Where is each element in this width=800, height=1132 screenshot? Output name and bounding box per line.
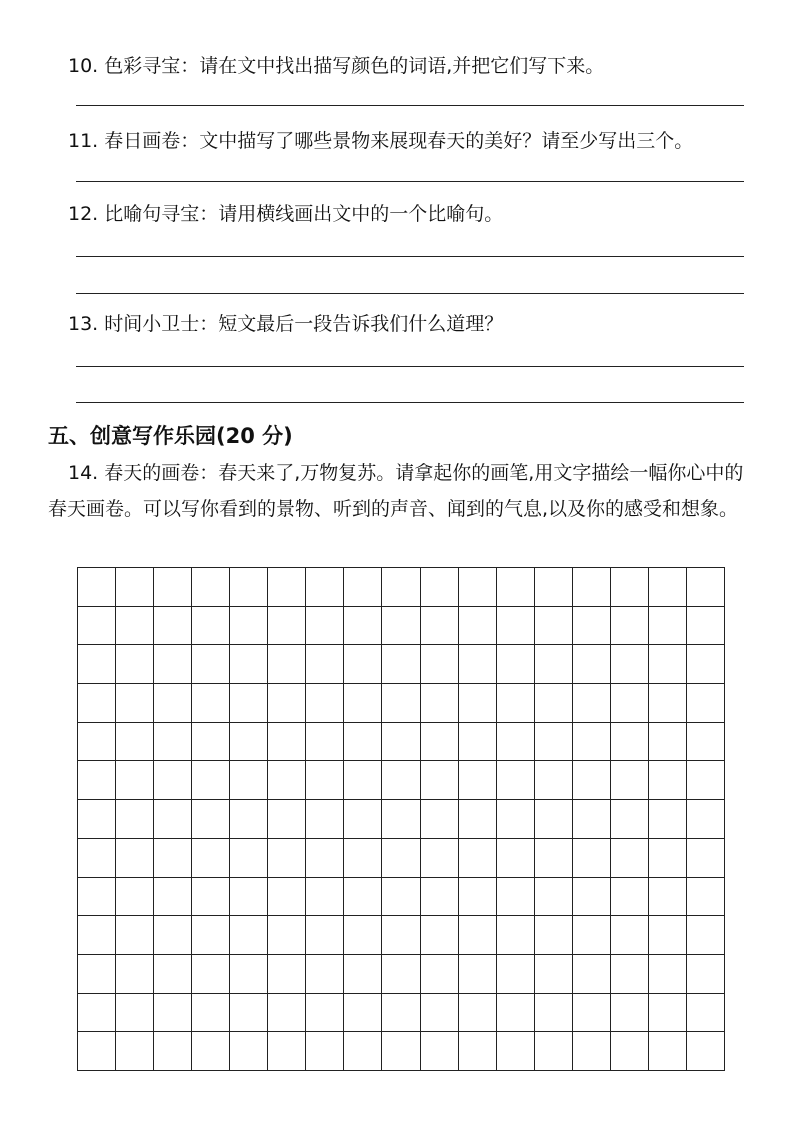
grid-cell[interactable] (421, 645, 459, 684)
grid-cell[interactable] (116, 800, 154, 839)
grid-cell[interactable] (611, 800, 649, 839)
grid-cell[interactable] (687, 800, 725, 839)
grid-cell[interactable] (459, 878, 497, 917)
answer-line[interactable] (76, 402, 744, 403)
grid-cell[interactable] (611, 645, 649, 684)
grid-cell[interactable] (573, 1032, 611, 1071)
grid-cell[interactable] (459, 1032, 497, 1071)
grid-cell[interactable] (687, 723, 725, 762)
grid-cell[interactable] (154, 839, 192, 878)
grid-cell[interactable] (268, 916, 306, 955)
grid-cell[interactable] (230, 761, 268, 800)
grid-cell[interactable] (192, 684, 230, 723)
grid-cell[interactable] (573, 800, 611, 839)
grid-cell[interactable] (611, 994, 649, 1033)
grid-cell[interactable] (306, 800, 344, 839)
grid-cell[interactable] (268, 684, 306, 723)
grid-cell[interactable] (344, 568, 382, 607)
grid-cell[interactable] (573, 607, 611, 646)
grid-cell[interactable] (230, 878, 268, 917)
grid-cell[interactable] (611, 761, 649, 800)
grid-cell[interactable] (459, 916, 497, 955)
grid-cell[interactable] (192, 723, 230, 762)
answer-line[interactable] (76, 366, 744, 367)
grid-cell[interactable] (687, 1032, 725, 1071)
answer-line[interactable] (76, 105, 744, 106)
grid-cell[interactable] (78, 568, 116, 607)
grid-cell[interactable] (497, 568, 535, 607)
grid-cell[interactable] (611, 568, 649, 607)
grid-cell[interactable] (154, 684, 192, 723)
grid-cell[interactable] (611, 839, 649, 878)
grid-cell[interactable] (459, 645, 497, 684)
grid-cell[interactable] (344, 800, 382, 839)
grid-cell[interactable] (268, 645, 306, 684)
grid-cell[interactable] (649, 645, 687, 684)
grid-cell[interactable] (421, 839, 459, 878)
grid-cell[interactable] (497, 800, 535, 839)
grid-cell[interactable] (421, 723, 459, 762)
grid-cell[interactable] (573, 761, 611, 800)
grid-cell[interactable] (192, 878, 230, 917)
grid-cell[interactable] (192, 1032, 230, 1071)
grid-cell[interactable] (649, 800, 687, 839)
grid-cell[interactable] (421, 607, 459, 646)
grid-cell[interactable] (154, 878, 192, 917)
grid-cell[interactable] (192, 761, 230, 800)
answer-line[interactable] (76, 181, 744, 182)
question-10: 10. 色彩寻宝：请在文中找出描写颜色的词语,并把它们写下来。 (68, 55, 605, 77)
grid-cell[interactable] (573, 878, 611, 917)
grid-cell[interactable] (116, 645, 154, 684)
grid-cell[interactable] (230, 839, 268, 878)
grid-cell[interactable] (344, 723, 382, 762)
grid-cell[interactable] (78, 607, 116, 646)
grid-cell[interactable] (344, 994, 382, 1033)
grid-cell[interactable] (154, 1032, 192, 1071)
answer-line[interactable] (76, 256, 744, 257)
grid-cell[interactable] (687, 955, 725, 994)
grid-cell[interactable] (497, 761, 535, 800)
grid-cell[interactable] (687, 916, 725, 955)
grid-cell[interactable] (344, 607, 382, 646)
grid-cell[interactable] (573, 568, 611, 607)
grid-cell[interactable] (78, 800, 116, 839)
grid-cell[interactable] (154, 955, 192, 994)
question-12: 12. 比喻句寻宝：请用横线画出文中的一个比喻句。 (68, 203, 504, 225)
grid-cell[interactable] (78, 916, 116, 955)
grid-cell[interactable] (573, 839, 611, 878)
grid-cell[interactable] (192, 839, 230, 878)
grid-cell[interactable] (306, 684, 344, 723)
grid-cell[interactable] (78, 955, 116, 994)
grid-cell[interactable] (649, 761, 687, 800)
grid-cell[interactable] (535, 761, 573, 800)
grid-cell[interactable] (306, 723, 344, 762)
grid-cell[interactable] (687, 568, 725, 607)
grid-cell[interactable] (382, 684, 420, 723)
grid-cell[interactable] (421, 568, 459, 607)
grid-cell[interactable] (192, 955, 230, 994)
grid-cell[interactable] (78, 645, 116, 684)
grid-cell[interactable] (459, 607, 497, 646)
grid-cell[interactable] (268, 568, 306, 607)
grid-cell[interactable] (459, 994, 497, 1033)
grid-cell[interactable] (535, 568, 573, 607)
grid-cell[interactable] (116, 761, 154, 800)
grid-cell[interactable] (268, 994, 306, 1033)
grid-cell[interactable] (649, 568, 687, 607)
grid-cell[interactable] (230, 800, 268, 839)
grid-cell[interactable] (382, 839, 420, 878)
grid-cell[interactable] (497, 645, 535, 684)
grid-cell[interactable] (611, 955, 649, 994)
grid-cell[interactable] (649, 955, 687, 994)
grid-cell[interactable] (535, 684, 573, 723)
grid-cell[interactable] (268, 607, 306, 646)
grid-cell[interactable] (344, 761, 382, 800)
grid-cell[interactable] (497, 878, 535, 917)
grid-cell[interactable] (535, 839, 573, 878)
grid-cell[interactable] (306, 1032, 344, 1071)
grid-cell[interactable] (116, 607, 154, 646)
grid-cell[interactable] (306, 761, 344, 800)
grid-cell[interactable] (382, 1032, 420, 1071)
grid-cell[interactable] (382, 878, 420, 917)
grid-cell[interactable] (459, 839, 497, 878)
grid-cell[interactable] (535, 1032, 573, 1071)
grid-cell[interactable] (192, 994, 230, 1033)
grid-cell[interactable] (421, 916, 459, 955)
grid-cell[interactable] (649, 1032, 687, 1071)
grid-cell[interactable] (306, 839, 344, 878)
grid-cell[interactable] (306, 994, 344, 1033)
grid-cell[interactable] (78, 994, 116, 1033)
grid-cell[interactable] (230, 568, 268, 607)
grid-cell[interactable] (573, 723, 611, 762)
grid-cell[interactable] (154, 568, 192, 607)
grid-cell[interactable] (497, 1032, 535, 1071)
grid-cell[interactable] (78, 761, 116, 800)
grid-cell[interactable] (78, 723, 116, 762)
grid-cell[interactable] (687, 878, 725, 917)
grid-cell[interactable] (535, 916, 573, 955)
grid-cell[interactable] (78, 839, 116, 878)
grid-cell[interactable] (230, 916, 268, 955)
grid-cell[interactable] (459, 723, 497, 762)
grid-cell[interactable] (344, 878, 382, 917)
grid-cell[interactable] (497, 839, 535, 878)
grid-cell[interactable] (497, 994, 535, 1033)
grid-cell[interactable] (497, 607, 535, 646)
grid-cell[interactable] (192, 916, 230, 955)
grid-cell[interactable] (192, 800, 230, 839)
grid-cell[interactable] (306, 645, 344, 684)
grid-cell[interactable] (154, 645, 192, 684)
grid-cell[interactable] (230, 955, 268, 994)
grid-cell[interactable] (382, 800, 420, 839)
grid-cell[interactable] (382, 607, 420, 646)
grid-cell[interactable] (116, 1032, 154, 1071)
grid-cell[interactable] (535, 645, 573, 684)
grid-cell[interactable] (535, 800, 573, 839)
grid-cell[interactable] (687, 761, 725, 800)
grid-cell[interactable] (116, 839, 154, 878)
grid-cell[interactable] (649, 994, 687, 1033)
grid-cell[interactable] (421, 955, 459, 994)
grid-cell[interactable] (230, 723, 268, 762)
grid-cell[interactable] (611, 878, 649, 917)
grid-cell[interactable] (649, 607, 687, 646)
grid-cell[interactable] (306, 607, 344, 646)
grid-cell[interactable] (268, 1032, 306, 1071)
grid-cell[interactable] (382, 761, 420, 800)
grid-cell[interactable] (306, 916, 344, 955)
grid-cell[interactable] (611, 916, 649, 955)
grid-cell[interactable] (116, 568, 154, 607)
grid-cell[interactable] (421, 761, 459, 800)
grid-cell[interactable] (116, 684, 154, 723)
grid-cell[interactable] (344, 684, 382, 723)
grid-cell[interactable] (459, 568, 497, 607)
grid-cell[interactable] (611, 1032, 649, 1071)
grid-cell[interactable] (649, 839, 687, 878)
writing-grid[interactable] (77, 567, 725, 1071)
grid-cell[interactable] (459, 800, 497, 839)
grid-cell[interactable] (116, 994, 154, 1033)
grid-cell[interactable] (230, 1032, 268, 1071)
grid-cell[interactable] (192, 607, 230, 646)
grid-cell[interactable] (535, 878, 573, 917)
grid-cell[interactable] (344, 839, 382, 878)
grid-cell[interactable] (192, 645, 230, 684)
grid-cell[interactable] (192, 568, 230, 607)
section-title: 五、创意写作乐园(20 分) (48, 424, 293, 448)
grid-cell[interactable] (535, 723, 573, 762)
grid-cell[interactable] (573, 916, 611, 955)
grid-cell[interactable] (459, 761, 497, 800)
grid-cell[interactable] (344, 1032, 382, 1071)
grid-cell[interactable] (459, 955, 497, 994)
grid-cell[interactable] (687, 607, 725, 646)
grid-cell[interactable] (573, 684, 611, 723)
grid-cell[interactable] (497, 723, 535, 762)
grid-cell[interactable] (116, 723, 154, 762)
grid-cell[interactable] (306, 568, 344, 607)
grid-cell[interactable] (382, 916, 420, 955)
grid-cell[interactable] (649, 916, 687, 955)
grid-cell[interactable] (382, 955, 420, 994)
grid-cell[interactable] (306, 878, 344, 917)
grid-cell[interactable] (268, 878, 306, 917)
grid-cell[interactable] (497, 684, 535, 723)
grid-cell[interactable] (649, 878, 687, 917)
grid-cell[interactable] (268, 955, 306, 994)
grid-cell[interactable] (421, 1032, 459, 1071)
grid-cell[interactable] (649, 723, 687, 762)
grid-cell[interactable] (611, 723, 649, 762)
grid-cell[interactable] (268, 839, 306, 878)
grid-cell[interactable] (230, 994, 268, 1033)
grid-cell[interactable] (573, 955, 611, 994)
grid-cell[interactable] (230, 607, 268, 646)
grid-cell[interactable] (535, 994, 573, 1033)
grid-cell[interactable] (154, 994, 192, 1033)
grid-cell[interactable] (268, 800, 306, 839)
grid-cell[interactable] (78, 1032, 116, 1071)
answer-line[interactable] (76, 293, 744, 294)
grid-cell[interactable] (535, 607, 573, 646)
grid-cell[interactable] (421, 878, 459, 917)
grid-cell[interactable] (230, 645, 268, 684)
grid-cell[interactable] (116, 916, 154, 955)
grid-cell[interactable] (687, 684, 725, 723)
grid-cell[interactable] (306, 955, 344, 994)
grid-cell[interactable] (382, 568, 420, 607)
grid-cell[interactable] (421, 994, 459, 1033)
grid-cell[interactable] (382, 994, 420, 1033)
question-11: 11. 春日画卷：文中描写了哪些景物来展现春天的美好？请至少写出三个。 (68, 130, 694, 152)
grid-cell[interactable] (459, 684, 497, 723)
grid-cell[interactable] (116, 955, 154, 994)
grid-cell[interactable] (687, 839, 725, 878)
grid-cell[interactable] (382, 645, 420, 684)
grid-cell[interactable] (497, 916, 535, 955)
grid-cell[interactable] (382, 723, 420, 762)
grid-cell[interactable] (154, 761, 192, 800)
grid-cell[interactable] (649, 684, 687, 723)
grid-cell[interactable] (78, 878, 116, 917)
grid-cell[interactable] (154, 916, 192, 955)
grid-cell[interactable] (687, 994, 725, 1033)
grid-cell[interactable] (421, 684, 459, 723)
grid-cell[interactable] (268, 723, 306, 762)
grid-cell[interactable] (268, 761, 306, 800)
grid-cell[interactable] (116, 878, 154, 917)
grid-cell[interactable] (573, 645, 611, 684)
grid-cell[interactable] (611, 607, 649, 646)
writing-prompt: 14. 春天的画卷：春天来了,万物复苏。请拿起你的画笔,用文字描绘一幅你心中的春天画卷。可以写你看到的景物、听到的声音、闻到的气息,以及你的感受和想象。 (48, 462, 744, 520)
grid-cell[interactable] (154, 723, 192, 762)
grid-cell[interactable] (78, 684, 116, 723)
grid-cell[interactable] (344, 645, 382, 684)
grid-cell[interactable] (573, 994, 611, 1033)
grid-cell[interactable] (535, 955, 573, 994)
grid-cell[interactable] (230, 684, 268, 723)
grid-cell[interactable] (421, 800, 459, 839)
grid-cell[interactable] (611, 684, 649, 723)
grid-cell[interactable] (497, 955, 535, 994)
grid-cell[interactable] (154, 800, 192, 839)
grid-cell[interactable] (154, 607, 192, 646)
grid-cell[interactable] (344, 916, 382, 955)
grid-cell[interactable] (687, 645, 725, 684)
question-13: 13. 时间小卫士：短文最后一段告诉我们什么道理？ (68, 313, 504, 335)
grid-cell[interactable] (344, 955, 382, 994)
